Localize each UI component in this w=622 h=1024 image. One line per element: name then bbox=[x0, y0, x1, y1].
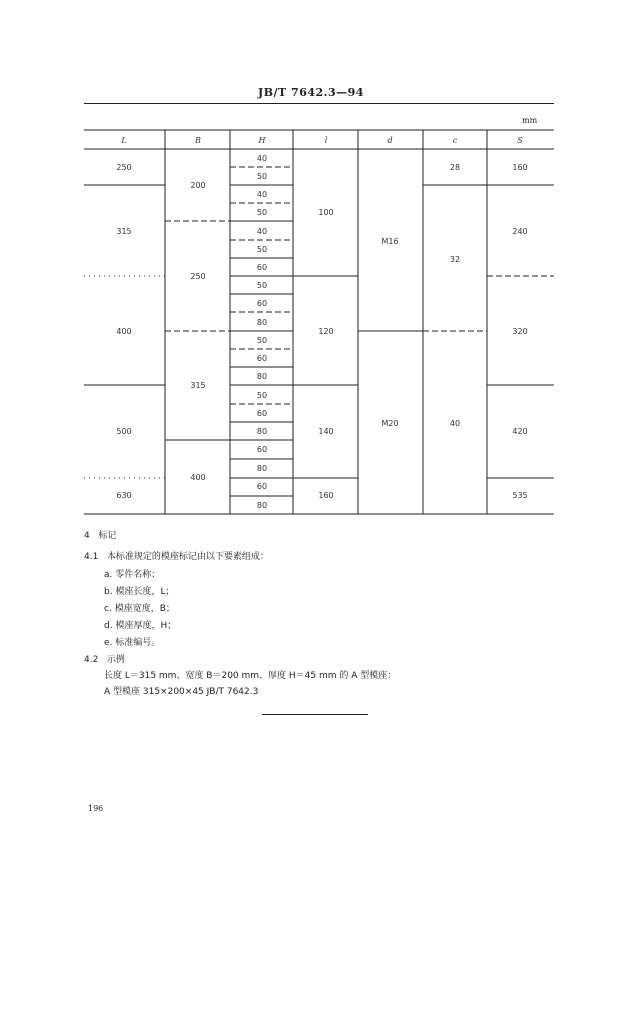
cell-H: 60 bbox=[256, 445, 268, 454]
cell-l: 120 bbox=[318, 327, 334, 336]
cell-d: M20 bbox=[381, 419, 399, 428]
cell-H: 40 bbox=[256, 154, 268, 163]
section-4-1 bbox=[84, 549, 269, 562]
list-item: b. 模座长度，L； bbox=[104, 587, 175, 597]
end-rule bbox=[262, 714, 368, 715]
cell-S: 320 bbox=[512, 327, 528, 336]
cell-L: 500 bbox=[116, 427, 132, 436]
col-header-H: H bbox=[258, 136, 266, 145]
cell-H: 60 bbox=[256, 482, 268, 491]
col-header-S: S bbox=[517, 136, 523, 145]
col-header-L: L bbox=[121, 136, 127, 145]
section-4-2 bbox=[84, 652, 125, 665]
cell-L: 250 bbox=[116, 163, 132, 172]
cell-l: 160 bbox=[318, 491, 334, 500]
cell-H: 50 bbox=[256, 245, 268, 254]
col-header-c: c bbox=[452, 136, 458, 145]
cell-c: 28 bbox=[449, 163, 461, 172]
page-number: 196 bbox=[88, 804, 104, 813]
cell-S: 535 bbox=[512, 491, 528, 500]
cell-H: 50 bbox=[256, 391, 268, 400]
cell-l: 100 bbox=[318, 208, 334, 217]
cell-S: 160 bbox=[512, 163, 528, 172]
section-title: 标记 bbox=[98, 531, 117, 541]
cell-H: 60 bbox=[256, 409, 268, 418]
cell-B: 400 bbox=[190, 473, 206, 482]
col-header-l: l bbox=[324, 136, 328, 145]
example-marking: A 型模座 315×200×45 JB/T 7642.3 bbox=[104, 687, 259, 697]
cell-H: 50 bbox=[256, 281, 268, 290]
cell-c: 32 bbox=[449, 255, 461, 264]
section-number: 4.1 bbox=[84, 552, 99, 562]
cell-H: 60 bbox=[256, 263, 268, 272]
cell-H: 50 bbox=[256, 172, 268, 181]
col-header-B: B bbox=[195, 136, 201, 145]
cell-d: M16 bbox=[381, 237, 399, 246]
cell-H: 60 bbox=[256, 354, 268, 363]
cell-L: 400 bbox=[116, 327, 132, 336]
cell-H: 50 bbox=[256, 336, 268, 345]
unit-label: mm bbox=[522, 116, 538, 125]
cell-B: 200 bbox=[190, 181, 206, 190]
list-item: a. 零件名称； bbox=[104, 570, 161, 580]
standard-code-header: JB/T 7642.3—94 bbox=[258, 86, 364, 99]
section-4-heading bbox=[84, 528, 116, 541]
cell-c: 40 bbox=[449, 419, 461, 428]
list-item: c. 模座宽度，B； bbox=[104, 604, 175, 614]
section-text: 本标准规定的模座标记由以下要素组成： bbox=[106, 552, 269, 562]
section-number: 4 bbox=[84, 531, 90, 541]
cell-B: 315 bbox=[190, 381, 206, 390]
cell-S: 420 bbox=[512, 427, 528, 436]
cell-L: 315 bbox=[116, 227, 132, 236]
cell-H: 60 bbox=[256, 299, 268, 308]
section-title: 示例 bbox=[106, 655, 125, 665]
section-number: 4.2 bbox=[84, 655, 99, 665]
cell-H: 40 bbox=[256, 227, 268, 236]
cell-S: 240 bbox=[512, 227, 528, 236]
cell-H: 80 bbox=[256, 427, 268, 436]
cell-H: 80 bbox=[256, 464, 268, 473]
cell-H: 50 bbox=[256, 208, 268, 217]
example-text: 长度 L＝315 mm、宽度 B＝200 mm、厚度 H＝45 mm 的 A 型模座： bbox=[104, 671, 397, 681]
col-header-d: d bbox=[387, 136, 393, 145]
cell-H: 80 bbox=[256, 501, 268, 510]
cell-l: 140 bbox=[318, 427, 334, 436]
cell-L: 630 bbox=[116, 491, 132, 500]
cell-H: 80 bbox=[256, 318, 268, 327]
list-item: d. 模座厚度，H； bbox=[104, 621, 177, 631]
cell-B: 250 bbox=[190, 272, 206, 281]
cell-H: 40 bbox=[256, 190, 268, 199]
list-item: e. 标准编号。 bbox=[104, 638, 161, 648]
cell-H: 80 bbox=[256, 372, 268, 381]
